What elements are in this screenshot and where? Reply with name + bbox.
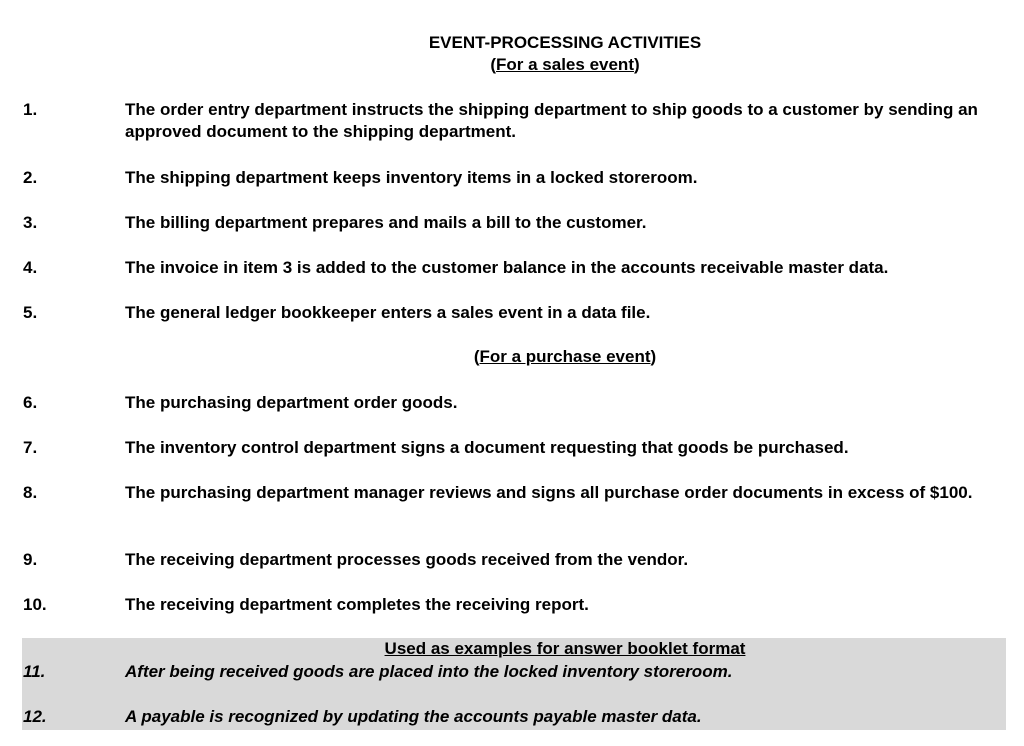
- item-text: A payable is recognized by updating the accounts payable master data.: [125, 707, 702, 726]
- item-number: 12.: [23, 707, 47, 726]
- item-text: The billing department prepares and mails a bill to the customer.: [125, 213, 647, 232]
- item-number: 4.: [23, 258, 38, 277]
- item-text: The order entry department instructs the shipping department to ship goods to a customer by sending an approved document to the shipping department.: [125, 100, 978, 141]
- sales-close-paren: ): [633, 55, 640, 74]
- purchase-heading-text: For a purchase event: [479, 347, 651, 366]
- item-number: 5.: [23, 303, 38, 322]
- sales-open-paren: (: [490, 55, 497, 74]
- item-text: The invoice in item 3 is added to the customer balance in the accounts receivable master data.: [125, 258, 889, 277]
- item-number: 3.: [23, 213, 38, 232]
- item-text: The shipping department keeps inventory items in a locked storeroom.: [125, 168, 698, 187]
- sales-heading-text: For a sales event: [496, 55, 634, 74]
- examples-heading: Used as examples for answer booklet format: [384, 639, 746, 658]
- item-number: 2.: [23, 168, 38, 187]
- item-text: The purchasing department order goods.: [125, 393, 458, 412]
- item-number: 7.: [23, 438, 38, 457]
- item-text: The receiving department completes the receiving report.: [125, 595, 589, 614]
- item-number: 9.: [23, 550, 38, 569]
- page-title: EVENT-PROCESSING ACTIVITIES: [428, 33, 702, 52]
- item-text: The inventory control department signs a document requesting that goods be purchased.: [125, 438, 849, 457]
- item-number: 6.: [23, 393, 38, 412]
- item-text: The general ledger bookkeeper enters a sales event in a data file.: [125, 303, 651, 322]
- item-number: 10.: [23, 595, 47, 614]
- item-text: The receiving department processes goods received from the vendor.: [125, 550, 689, 569]
- item-number: 11.: [23, 662, 46, 681]
- item-number: 8.: [23, 483, 38, 502]
- purchase-section-heading: [0, 347, 1024, 367]
- item-text: The purchasing department manager reviews and signs all purchase order documents in excess of $100.: [125, 483, 973, 502]
- item-text: After being received goods are placed into the locked inventory storeroom.: [125, 662, 733, 681]
- sales-section-heading: [0, 55, 1024, 75]
- item-number: 1.: [23, 100, 38, 119]
- purchase-close-paren: ): [650, 347, 657, 366]
- purchase-open-paren: (: [473, 347, 480, 366]
